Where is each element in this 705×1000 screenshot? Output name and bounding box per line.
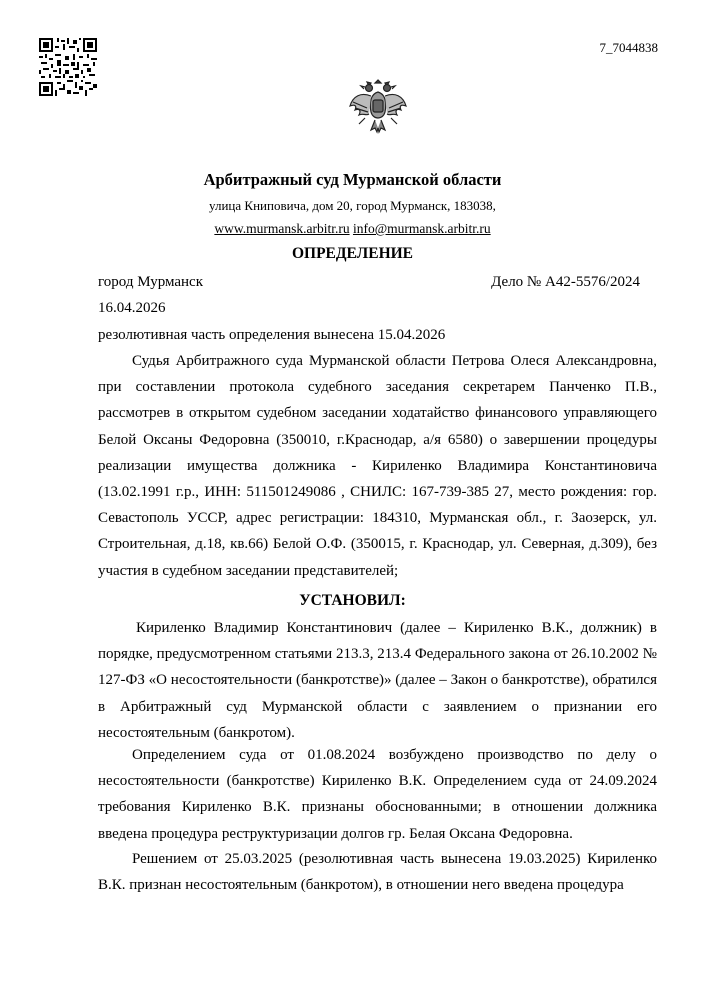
body-paragraph: Определением суда от 01.08.2024 возбуждено производство по делу о несостоятельности (банкротстве) Кириленко В.К. Определением суда от 24.09.2024 требования Кириленко В.К. признаны обоснованными; в отношении должника введена процедура реструктуризации долгов гр. Белая Оксана Федоровна. <box>98 747 657 842</box>
case-number: Дело № А42-5576/2024 <box>491 274 640 290</box>
qr-code-icon <box>39 38 97 96</box>
body-paragraph: Кириленко Владимир Константинович (далее – Кириленко В.К., должник) в порядке, предусмотренном статьями 213.3, 213.4 Федерального закона от 26.10.2002 № 127-ФЗ «О несостоятельности (банкротстве)» (далее – Закон о банкротстве), обратился в Арбитражный суд Мурманской области с заявлением о признании его несостоятельным (банкротом). <box>98 620 657 741</box>
court-title: Арбитражный суд Мурманской области <box>203 170 502 189</box>
body-paragraph: Решением от 25.03.2025 (резолютивная часть вынесена 19.03.2025) Кириленко В.К. признан несостоятельным (банкротом), в отношении него введена процедура <box>98 851 657 894</box>
intro-paragraph: Судья Арбитражного суда Мурманской области Петрова Олеся Александровна, при составлении протокола судебного заседания секретарем Панченко П.В., рассмотрев в открытом судебном заседании ходатайство финансового управляющего Белой Оксаны Федоровна (350010, г.Краснодар, а/я 6580) о завершении процедуры реализации имущества должника - Кириленко Владимира Константиновича (13.02.1991 г.р., ИНН: 511501249086 , СНИЛС: 167-739-385 27, место рождения: гор. Севастополь УССР, адрес регистрации: 184310, Мурманская обл., г. Заозерск, ул. Строительная, д.18, кв.66) Белой О.Ф. (350015, г. Краснодар, ул. Северная, д.309), без участия в судебном заседании представителей; <box>98 353 657 579</box>
document-id: 7_7044838 <box>599 40 658 55</box>
city: город Мурманск <box>98 274 203 290</box>
document-type: ОПРЕДЕЛЕНИЕ <box>291 245 414 262</box>
document-date: 16.04.2026 <box>98 300 166 316</box>
website-link[interactable]: www.murmansk.arbitr.ru <box>214 221 350 236</box>
court-address: улица Книповича, дом 20, город Мурманск, 183038, <box>209 198 496 213</box>
court-contacts <box>0 221 705 237</box>
section-heading: УСТАНОВИЛ: <box>299 592 406 609</box>
email-link[interactable]: info@murmansk.arbitr.ru <box>352 221 491 236</box>
coat-of-arms-icon <box>347 74 409 140</box>
resolution-note: резолютивная часть определения вынесена 15.04.2026 <box>98 327 446 343</box>
